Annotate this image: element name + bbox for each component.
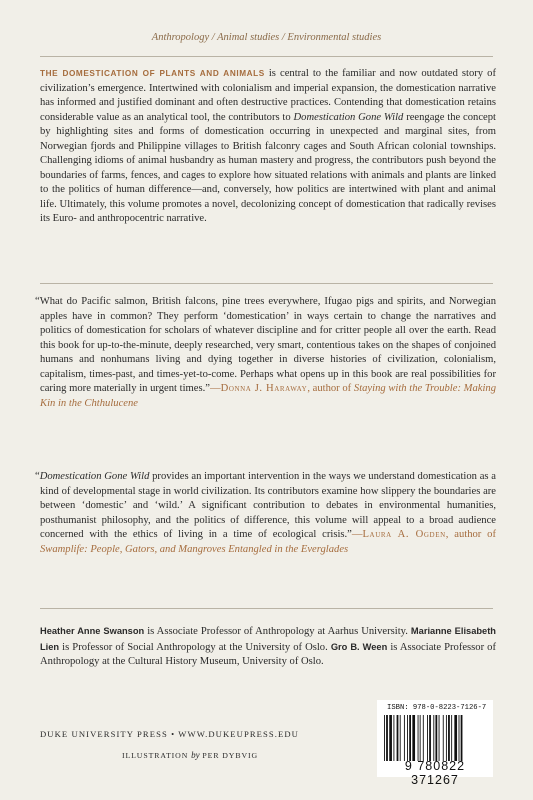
- blurb-dash: —: [351, 529, 363, 540]
- subject-categories: Anthropology / Animal studies / Environmental studies: [151, 32, 382, 43]
- barcode-bar: [407, 715, 408, 761]
- barcode-bar: [439, 715, 440, 761]
- blurb-affiliation: , author of: [307, 383, 354, 394]
- barcode-bar: [397, 715, 399, 761]
- barcode-bar: [443, 715, 444, 761]
- barcode-bar: [451, 715, 452, 761]
- barcode-bar: [393, 715, 394, 761]
- description-text-2: reengage the concept by highlighting sites and forms of domestication occurring in unexpected and marginal sites, from Norwegian fjords and Philippine villages to British falconry cages and South African colonial townships. Challenging idioms of animal husbandry as human mastery and progress, the contributors push beyond the boundaries of farms, fences, and cages to explore how situated relations with animals and plants are linked to the politics of human difference—and, conversely, how politics are intertwined with plant and animal life. Ultimately, this volume promotes a novel, decolonizing concept of domestication that radically revises its Euro- and anthropocentric narrative.: [40, 111, 496, 224]
- editors-bio: [40, 624, 496, 670]
- blurb-book-title: Staying with the Trouble: Making Kin in the Chthulucene: [40, 383, 497, 409]
- editor-name: Heather Anne Swanson: [40, 626, 145, 636]
- barcode-bar: [454, 715, 457, 761]
- editor-bio: is Associate Professor of Anthropology at Aarhus University.: [144, 626, 411, 637]
- isbn-barcode: [377, 700, 493, 787]
- barcode-bar: [446, 715, 447, 761]
- editor-name: Gro B. Ween: [330, 641, 388, 652]
- description-lead: THE DOMESTICATION OF PLANTS AND ANIMALS: [40, 69, 265, 78]
- divider: [40, 283, 493, 284]
- description-book-title: Domestication Gone Wild: [293, 111, 404, 123]
- barcode-bar: [461, 715, 463, 761]
- barcode-bar: [448, 715, 450, 761]
- isbn-label: ISBN: 978-0-8223-7126-7: [387, 704, 487, 712]
- illustration-by: by: [191, 750, 200, 760]
- editor-name: Marianne Elisabeth Lien: [40, 626, 496, 652]
- illustration-name: PER DYBVIG: [199, 751, 258, 760]
- book-description: [40, 67, 496, 227]
- top-divider: [40, 56, 493, 57]
- divider: [40, 608, 493, 609]
- illustration-label: ILLUSTRATION: [121, 751, 192, 760]
- description-text-1: is central to the familiar and now outdated story of civilization’s emergence. Intertwined with colonialism and imperial expansion, the domestication narrative has informed and justified dominant and often destructive practices. Contending that domestication retains considerable value as an analytical tool, the contributors to: [40, 68, 496, 123]
- barcode-bar: [412, 715, 415, 761]
- blurb-ogden: [35, 470, 496, 557]
- publisher-line: DUKE UNIVERSITY PRESS • WWW.DUKEUPRESS.EDU: [40, 729, 299, 739]
- editor-bio: is Professor of Social Anthropology at the University of Oslo.: [59, 641, 331, 653]
- barcode-number: 9 780822 371267: [404, 759, 466, 787]
- blurb-book-title: Swamplife: People, Gators, and Mangroves Entangled in the Everglades: [40, 543, 349, 555]
- illustration-credit: [0, 750, 380, 760]
- barcode-bar: [435, 715, 437, 761]
- barcode-bar: [459, 715, 460, 761]
- barcode-bar: [423, 715, 424, 761]
- barcode-bar: [418, 715, 419, 761]
- blurb-dash: —: [209, 383, 221, 394]
- barcode-bar: [429, 715, 431, 761]
- blurb-author: Laura A. Ogden: [362, 529, 446, 540]
- barcode-bars: [383, 715, 487, 761]
- blurb-quote: provides an important intervention in the ways we understand domestication as a kind of developmental stage in world civilization. Its contributors examine how slippery the boundaries are between ‘domestic’ and ‘wild.’ A significant contribution to debates in environmental humanities, posthumanist philosophy, and the politics of difference, this volume will appeal to a broad audience concerned with the ethics of living in a time of ecological crisis.”: [40, 471, 496, 540]
- barcode-bar: [409, 715, 411, 761]
- blurb-quote-title: Domestication Gone Wild: [39, 471, 150, 482]
- barcode-bar: [420, 715, 421, 761]
- barcode-bar: [389, 715, 392, 761]
- blurb-quote: “What do Pacific salmon, British falcons, pine trees everywhere, Ifugao pigs and spirits, and Norwegian apples have in common? They perform ‘domestication’ in ways certain to change the narratives and politics of domestication for scholars of whatever discipline and for critter people all over the earth. Read this book for up-to-the-minute, deeply researched, very smart, contentious takes on the shapes of conjoined humans and nonhumans living and dying together in diverse histories of civilization, colonialism, capitalism, times-past, and times-yet-to-come. Perhaps what opens up in this book are real possibilities for caring more materially in urgent times.”: [35, 296, 496, 394]
- barcode-bar: [433, 715, 434, 761]
- barcode-bar: [427, 715, 428, 761]
- barcode-bar: [384, 715, 385, 761]
- barcode-bar: [386, 715, 388, 761]
- blurb-haraway: [35, 295, 497, 411]
- blurb-affiliation: , author of: [445, 529, 496, 540]
- blurb-open-quote: “: [35, 471, 40, 482]
- barcode-bar: [404, 715, 405, 761]
- editor-bio: is Associate Professor of Anthropology at the Cultural History Museum, University of Oslo.: [40, 641, 497, 667]
- blurb-author: Donna J. Haraway: [220, 383, 308, 394]
- barcode-bar: [400, 715, 401, 761]
